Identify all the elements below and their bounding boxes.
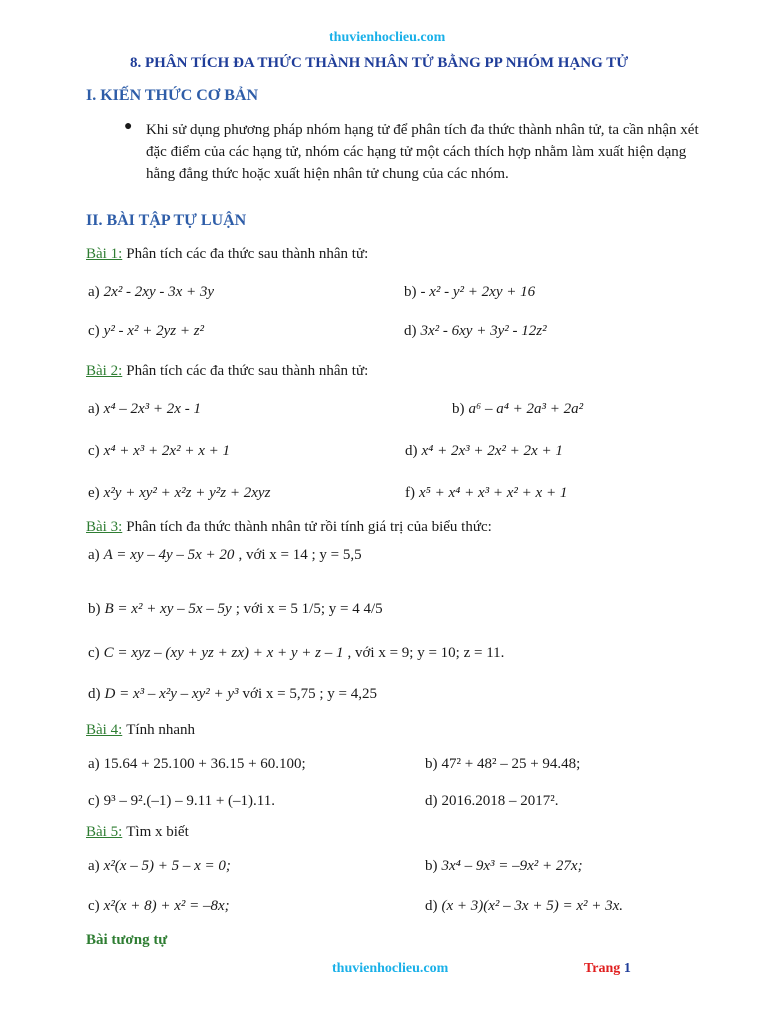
page-label: Trang bbox=[584, 961, 621, 976]
value-condition: , với x = 9; y = 10; z = 11. bbox=[347, 645, 505, 661]
bai2-text: Phân tích các đa thức sau thành nhân tử: bbox=[126, 363, 369, 379]
item-label: d) bbox=[425, 898, 438, 914]
bai4-item-b bbox=[425, 755, 580, 773]
item-label: d) bbox=[425, 793, 438, 809]
page-title: 8. PHÂN TÍCH ĐA THỨC THÀNH NHÂN TỬ BẰNG PP NHÓM HẠNG TỬ bbox=[130, 55, 629, 71]
bai3-label: Bài 3: bbox=[86, 519, 123, 535]
bai3-text: Phân tích đa thức thành nhân tử rồi tính giá trị của biểu thức: bbox=[126, 519, 492, 535]
value-condition: , với x = 14 ; y = 5,5 bbox=[238, 547, 362, 563]
footer-site: thuvienhoclieu.com bbox=[332, 961, 449, 976]
bai1-item-b bbox=[404, 283, 535, 301]
item-label: e) bbox=[88, 485, 100, 501]
bai2-item-b bbox=[452, 400, 583, 418]
item-label: d) bbox=[404, 323, 417, 339]
bai2-item-e bbox=[88, 484, 270, 502]
expression: x⁴ + 2x³ + 2x² + 2x + 1 bbox=[421, 443, 563, 459]
page-number bbox=[584, 961, 631, 977]
bai3-item-d bbox=[88, 685, 377, 703]
expression: 9³ – 9².(–1) – 9.11 + (–1).11. bbox=[103, 793, 275, 809]
bai3-item-b bbox=[88, 600, 383, 618]
section2-heading: II. BÀI TẬP TỰ LUẬN bbox=[86, 212, 247, 229]
expression: A = xy – 4y – 5x + 20 bbox=[103, 547, 235, 563]
bullet-icon: ● bbox=[124, 119, 133, 134]
header-site: thuvienhoclieu.com bbox=[329, 30, 446, 45]
bai5-text: Tìm x biết bbox=[126, 824, 189, 840]
bai2-item-f bbox=[405, 484, 567, 502]
expression: (x + 3)(x² – 3x + 5) = x² + 3x. bbox=[441, 898, 624, 914]
item-label: b) bbox=[425, 858, 438, 874]
bai1-label: Bài 1: bbox=[86, 246, 123, 262]
bai5-item-b bbox=[425, 857, 583, 875]
expression: - x² - y² + 2xy + 16 bbox=[420, 284, 536, 300]
bai4-text: Tính nhanh bbox=[126, 722, 195, 738]
bai4-item-a bbox=[88, 755, 306, 773]
item-label: c) bbox=[88, 898, 100, 914]
item-label: c) bbox=[88, 645, 100, 661]
bai3-item-a bbox=[88, 546, 362, 564]
item-label: a) bbox=[88, 547, 100, 563]
expression: x²y + xy² + x²z + y²z + 2xyz bbox=[103, 485, 271, 501]
bai3-item-c bbox=[88, 644, 504, 662]
page-num: 1 bbox=[623, 961, 631, 976]
bai4-label: Bài 4: bbox=[86, 722, 123, 738]
bai1-text: Phân tích các đa thức sau thành nhân tử: bbox=[126, 246, 369, 262]
section1-paragraph: Khi sử dụng phương pháp nhóm hạng tử để phân tích đa thức thành nhân tử, ta cần nhận xét đặc điểm của các hạng tử, nhóm các hạng tử một cách thích hợp nhằm làm xuất hiện dạng hằng đẳng thức hoặc xuất hiện nhân tử chung của các nhóm. bbox=[146, 122, 699, 182]
expression: D = x³ – x²y – xy² + y³ bbox=[104, 686, 239, 702]
item-label: a) bbox=[88, 858, 100, 874]
bai2-item-d bbox=[405, 442, 563, 460]
bai5-label: Bài 5: bbox=[86, 824, 123, 840]
item-label: f) bbox=[405, 485, 415, 501]
section1-heading: I. KIẾN THỨC CƠ BẢN bbox=[86, 87, 259, 104]
expression: 2016.2018 – 2017². bbox=[441, 793, 559, 809]
bai2-row bbox=[86, 362, 368, 380]
item-label: c) bbox=[88, 443, 100, 459]
expression: x⁴ + x³ + 2x² + x + 1 bbox=[103, 443, 230, 459]
expression: C = xyz – (xy + yz + zx) + x + y + z – 1 bbox=[103, 645, 344, 661]
expression: 3x² - 6xy + 3y² - 12z² bbox=[420, 323, 547, 339]
expression: x⁵ + x⁴ + x³ + x² + x + 1 bbox=[419, 485, 568, 501]
item-label: b) bbox=[452, 401, 465, 417]
bai1-item-c bbox=[88, 322, 204, 340]
bai5-item-a bbox=[88, 857, 231, 875]
item-label: d) bbox=[405, 443, 418, 459]
expression: x²(x – 5) + 5 – x = 0; bbox=[103, 858, 231, 874]
expression: x⁴ – 2x³ + 2x - 1 bbox=[103, 401, 201, 417]
bai1-item-d bbox=[404, 322, 547, 340]
item-label: c) bbox=[88, 323, 100, 339]
bai2-label: Bài 2: bbox=[86, 363, 123, 379]
value-condition: ; với x = 5 1/5; y = 4 4/5 bbox=[235, 601, 383, 617]
item-label: b) bbox=[425, 756, 438, 772]
bai2-item-c bbox=[88, 442, 230, 460]
item-label: a) bbox=[88, 756, 100, 772]
bai3-row bbox=[86, 518, 492, 536]
expression: a⁶ – a⁴ + 2a³ + 2a² bbox=[468, 401, 584, 417]
expression: 3x⁴ – 9x³ = –9x² + 27x; bbox=[441, 858, 583, 874]
bai2-item-a bbox=[88, 400, 201, 418]
bai4-item-d bbox=[425, 792, 559, 810]
bai5-item-c bbox=[88, 897, 230, 915]
item-label: b) bbox=[404, 284, 417, 300]
bai1-item-a bbox=[88, 283, 214, 301]
bai5-item-d bbox=[425, 897, 623, 915]
expression: x²(x + 8) + x² = –8x; bbox=[103, 898, 230, 914]
value-condition: với x = 5,75 ; y = 4,25 bbox=[242, 686, 377, 702]
expression: 15.64 + 25.100 + 36.15 + 60.100; bbox=[103, 756, 306, 772]
bai1-row bbox=[86, 245, 368, 263]
item-label: a) bbox=[88, 284, 100, 300]
bai5-row bbox=[86, 823, 189, 841]
expression: 47² + 48² – 25 + 94.48; bbox=[441, 756, 581, 772]
bai4-item-c bbox=[88, 792, 275, 810]
item-label: b) bbox=[88, 601, 101, 617]
item-label: a) bbox=[88, 401, 100, 417]
bai4-row bbox=[86, 721, 195, 739]
item-label: d) bbox=[88, 686, 101, 702]
item-label: c) bbox=[88, 793, 100, 809]
expression: y² - x² + 2yz + z² bbox=[103, 323, 205, 339]
similar-exercises-heading: Bài tương tự bbox=[86, 932, 168, 948]
expression: 2x² - 2xy - 3x + 3y bbox=[103, 284, 215, 300]
expression: B = x² + xy – 5x – 5y bbox=[104, 601, 232, 617]
